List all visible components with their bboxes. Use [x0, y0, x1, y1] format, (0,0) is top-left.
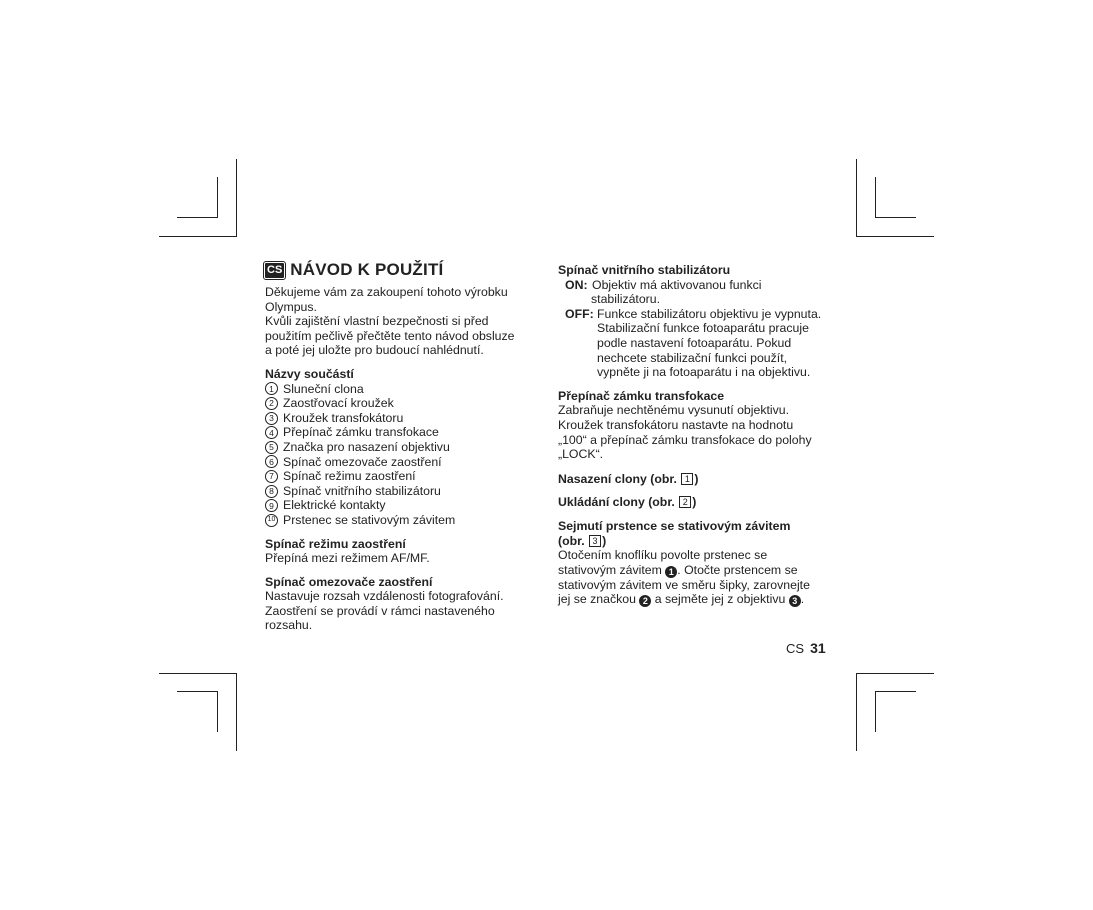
parts-heading: Názvy součástí — [265, 366, 354, 381]
number-circle: 3 — [265, 412, 278, 425]
crop-mark — [159, 236, 237, 237]
limiter-heading: Spínač omezovače zaostření — [265, 574, 433, 589]
crop-mark — [159, 673, 237, 674]
tripod-line — [558, 592, 830, 607]
list-item — [265, 396, 527, 411]
text: stativovým závitem — [558, 562, 666, 577]
heading-text: Ukládání clony (obr. — [558, 495, 679, 510]
part-label: Spínač režimu zaostření — [283, 469, 416, 484]
part-label: Spínač omezovače zaostření — [283, 454, 442, 469]
folio-language: CS — [786, 641, 805, 656]
list-item — [265, 469, 527, 484]
zoom-lock-line: Kroužek transfokátoru nastavte na hodnotu — [558, 417, 794, 432]
number-circle: 4 — [265, 426, 278, 439]
tripod-line — [558, 563, 830, 578]
number-circle: 6 — [265, 455, 278, 468]
list-item — [265, 382, 527, 397]
off-text: Funkce stabilizátoru objektivu je vypnuta. — [597, 306, 822, 321]
step-bullet: 1 — [665, 566, 677, 578]
heading-text: ) — [692, 495, 697, 510]
stabilizer-options — [558, 278, 830, 380]
number-circle: 5 — [265, 441, 278, 454]
number-circle: 8 — [265, 485, 278, 498]
crop-mark — [875, 177, 876, 218]
crop-mark — [236, 159, 237, 237]
off-text: vypněte ji na fotoaparátu i na objektivu. — [597, 365, 811, 380]
heading-text: ) — [602, 533, 607, 548]
title-row — [265, 260, 527, 280]
off-text: nechcete stabilizační funkci použít, — [597, 350, 788, 365]
number-circle: 7 — [265, 470, 278, 483]
crop-mark — [217, 177, 218, 218]
heading-text: (obr. — [558, 533, 589, 548]
crop-mark — [217, 691, 218, 732]
right-column — [558, 263, 830, 607]
parts-list — [265, 382, 527, 528]
list-item — [265, 440, 527, 455]
off-text: Stabilizační funkce fotoaparátu pracuje — [597, 321, 809, 336]
on-label: ON: — [565, 277, 588, 292]
heading-text: ) — [694, 471, 699, 486]
part-label: Kroužek transfokátoru — [283, 410, 404, 425]
on-text: stabilizátoru. — [591, 292, 661, 307]
list-item — [265, 425, 527, 440]
stabilizer-heading: Spínač vnitřního stabilizátoru — [558, 263, 731, 277]
crop-mark — [875, 217, 916, 218]
list-item — [265, 513, 527, 528]
number-circle: 1 — [265, 382, 278, 395]
list-item — [265, 455, 527, 470]
tripod-line: Otočením knoflíku povolte prstenec se — [558, 548, 768, 563]
crop-mark — [177, 691, 218, 692]
off-label: OFF: — [565, 306, 594, 321]
zoom-lock-line: „LOCK“. — [558, 447, 604, 462]
part-label: Elektrické kontakty — [283, 498, 386, 513]
intro-line: Olympus. — [265, 299, 317, 314]
language-badge: CS — [267, 263, 283, 276]
part-label: Spínač vnitřního stabilizátoru — [283, 483, 441, 498]
limiter-line: Nastavuje rozsah vzdálenosti fotografování. — [265, 589, 504, 604]
crop-mark — [177, 217, 218, 218]
tripod-heading-ref — [558, 534, 830, 549]
text: a sejměte jej z objektivu — [651, 592, 789, 607]
limiter-line: rozsahu. — [265, 618, 313, 633]
list-item — [265, 484, 527, 499]
list-item — [265, 411, 527, 426]
figure-ref: 3 — [589, 535, 601, 547]
crop-mark — [856, 673, 857, 751]
focus-mode-heading: Spínač režimu zaostření — [265, 536, 406, 551]
part-label: Značka pro nasazení objektivu — [283, 439, 450, 454]
page-title: NÁVOD K POUŽITÍ — [290, 260, 444, 279]
tripod-heading: Sejmutí prstence se stativovým závitem — [558, 518, 791, 533]
on-option — [558, 278, 830, 293]
crop-mark — [875, 691, 916, 692]
crop-mark — [236, 673, 237, 751]
figure-ref: 1 — [681, 473, 693, 485]
zoom-lock-line: Zabraňuje nechtěnému vysunutí objektivu. — [558, 403, 790, 418]
number-circle: 10 — [265, 514, 278, 527]
focus-mode-text: Přepíná mezi režimem AF/MF. — [265, 551, 430, 566]
left-column — [265, 260, 527, 633]
part-label: Přepínač zámku transfokace — [283, 425, 439, 440]
intro-line: Děkujeme vám za zakoupení tohoto výrobku — [265, 285, 508, 299]
number-circle: 2 — [265, 397, 278, 410]
crop-mark — [856, 236, 934, 237]
text: . — [800, 592, 805, 607]
crop-mark — [856, 159, 857, 237]
step-bullet: 3 — [789, 595, 801, 607]
tripod-line: stativovým závitem ve směru šipky, zarovnejte — [558, 577, 810, 592]
intro-text — [265, 285, 527, 358]
limiter-line: Zaostření se provádí v rámci nastaveného — [265, 603, 495, 618]
step-bullet: 2 — [639, 595, 651, 607]
text: . Otočte prstencem se — [677, 562, 798, 577]
off-option — [558, 307, 830, 322]
page-number: 31 — [810, 640, 826, 656]
crop-mark — [856, 673, 934, 674]
hood-store-heading — [558, 495, 830, 510]
part-label: Sluneční clona — [283, 381, 364, 396]
heading-text: Nasazení clony (obr. — [558, 471, 681, 486]
text: jej se značkou — [558, 592, 640, 607]
zoom-lock-line: „100“ a přepínač zámku transfokace do polohy — [558, 432, 812, 447]
page-folio — [786, 641, 826, 657]
intro-line: Kvůli zajištění vlastní bezpečnosti si před — [265, 314, 489, 329]
zoom-lock-heading: Přepínač zámku transfokace — [558, 388, 725, 403]
figure-ref: 2 — [679, 496, 691, 508]
intro-line: a poté jej uložte pro budoucí nahlédnutí. — [265, 343, 484, 358]
part-label: Zaostřovací kroužek — [283, 396, 394, 411]
hood-attach-heading — [558, 472, 830, 487]
list-item — [265, 498, 527, 513]
on-text: Objektiv má aktivovanou funkci — [592, 277, 762, 292]
intro-line: použitím pečlivě přečtěte tento návod obsluze — [265, 328, 515, 343]
number-circle: 9 — [265, 499, 278, 512]
part-label: Prstenec se stativovým závitem — [283, 512, 456, 527]
off-text: podle nastavení fotoaparátu. Pokud — [597, 335, 792, 350]
crop-mark — [875, 691, 876, 732]
